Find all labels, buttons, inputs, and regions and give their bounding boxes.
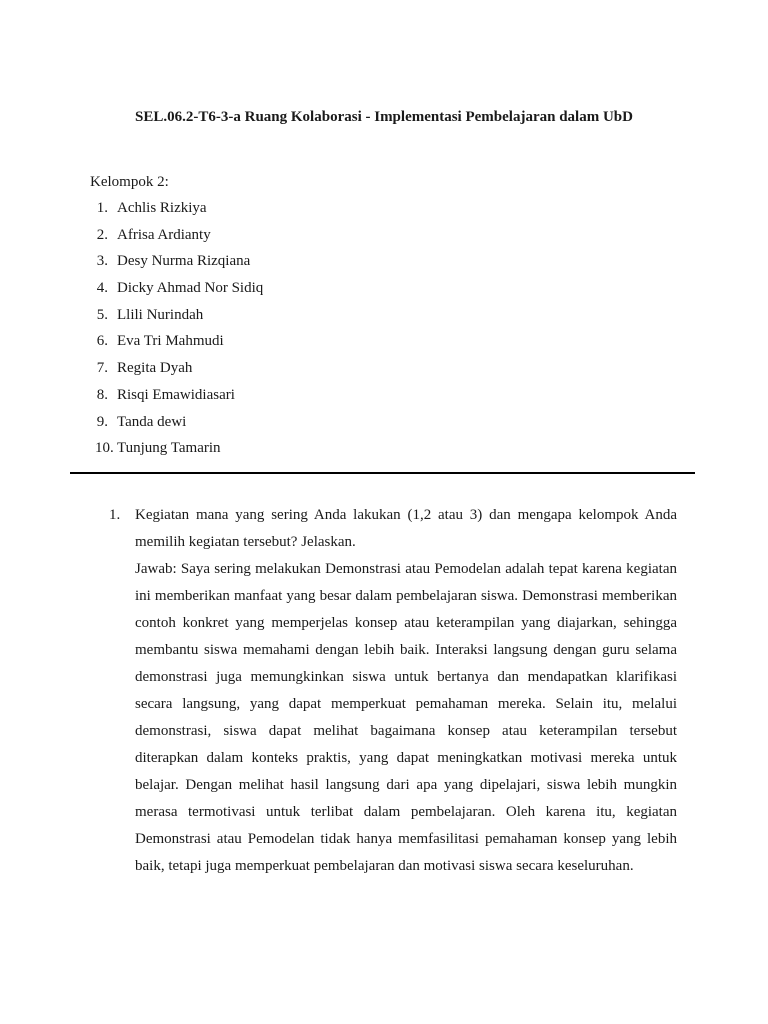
- question-body: [135, 502, 677, 880]
- question-block: [109, 502, 677, 880]
- member-name: Regita Dyah: [117, 360, 193, 377]
- section-divider: [70, 472, 695, 474]
- list-number: 6.: [96, 333, 108, 350]
- member-name: Desy Nurma Rizqiana: [117, 253, 251, 270]
- list-number: 4.: [96, 280, 108, 297]
- member-name: Risqi Emawidiasari: [117, 386, 235, 403]
- question-number: 1.: [109, 507, 121, 523]
- member-name: Tunjung Tamarin: [117, 440, 221, 457]
- list-number: 3.: [96, 253, 108, 270]
- list-number: 5.: [96, 306, 108, 323]
- member-name: Dicky Ahmad Nor Sidiq: [117, 280, 264, 297]
- list-number: 2.: [96, 226, 108, 243]
- member-name: Afrisa Ardianty: [117, 226, 211, 243]
- question-text: Kegiatan mana yang sering Anda lakukan (1,2 atau 3) dan mengapa kelompok Anda memilih kegiatan tersebut? Jelaskan.: [135, 507, 677, 550]
- list-number: 7.: [96, 360, 108, 377]
- member-name: Eva Tri Mahmudi: [117, 333, 224, 350]
- document-title: SEL.06.2-T6-3-a Ruang Kolaborasi - Implementasi Pembelajaran dalam UbD: [135, 109, 633, 125]
- group-label: Kelompok 2:: [90, 174, 169, 190]
- member-name: Achlis Rizkiya: [117, 200, 207, 216]
- list-number: 9.: [96, 413, 108, 430]
- answer-text: Jawab: Saya sering melakukan Demonstrasi atau Pemodelan adalah tepat karena kegiatan ini memberikan manfaat yang besar dalam pembelajaran siswa. Demonstrasi memberikan contoh konkret yang memperjelas konsep atau keterampilan yang diajarkan, sehingga membantu siswa memahami dengan lebih baik. Interaksi langsung dengan guru selama demonstrasi juga memungkinkan siswa untuk bertanya dan mendapatkan klarifikasi secara langsung, yang dapat memperkuat pemahaman mereka. Selain itu, melalui demonstrasi, siswa dapat melihat bagaimana konsep atau keterampilan tersebut diterapkan dalam konteks praktis, yang dapat meningkatkan motivasi mereka untuk belajar. Dengan melihat hasil langsung dari apa yang dipelajari, siswa lebih mungkin merasa termotivasi untuk terlibat dalam pembelajaran. Oleh karena itu, kegiatan Demonstrasi atau Pemodelan tidak hanya memfasilitasi pemahaman konsep yang lebih baik, tetapi juga memperkuat pembelajaran dan motivasi siswa secara keseluruhan.: [135, 561, 677, 874]
- list-number: 8.: [96, 386, 108, 403]
- member-name: Llili Nurindah: [117, 306, 204, 323]
- list-number: 1.: [96, 200, 108, 216]
- list-number: 10.: [95, 440, 114, 457]
- member-name: Tanda dewi: [117, 413, 187, 430]
